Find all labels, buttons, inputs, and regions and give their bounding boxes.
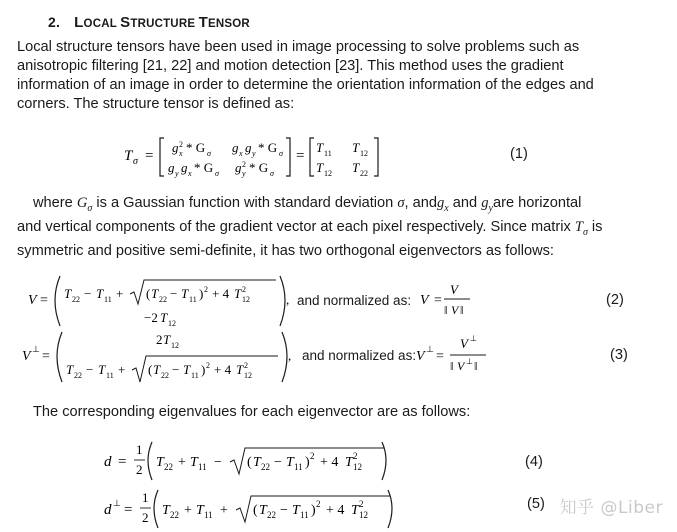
paragraph-text: where [33,195,77,211]
svg-text:T: T [236,362,244,377]
svg-text:V: V [22,349,31,364]
svg-text:12: 12 [244,371,252,380]
svg-text:−: − [214,455,222,470]
svg-text:V: V [451,303,459,317]
svg-text:): ) [199,286,204,301]
svg-text:11: 11 [324,149,332,158]
svg-text:T: T [234,286,242,301]
paragraph-text: and vertical components of the gradient vector at each pixel respectively. Since matrix [17,218,575,235]
svg-text:2: 2 [316,499,321,509]
svg-text:22: 22 [74,371,82,380]
svg-text:y: y [175,169,179,178]
section-title-part: ENSOR [207,18,250,30]
paragraph-line: symmetric and positive semi-definite, it has two orthogonal eigenvectors as follows: [17,242,554,259]
svg-text:2: 2 [142,510,149,525]
svg-text:2: 2 [353,451,358,461]
svg-text:⊥: ⊥ [113,498,121,508]
svg-text:T: T [286,455,294,470]
svg-text:12: 12 [171,341,179,350]
svg-text:11: 11 [106,371,114,380]
svg-text:+: + [118,362,126,377]
equation-number-2: (2) [606,292,624,308]
svg-text:‖: ‖ [474,359,478,373]
svg-text:−: − [274,455,282,470]
svg-text:+: + [178,455,186,470]
svg-text:,: , [286,292,290,307]
svg-text:* G: * G [258,140,278,155]
equation-number-4: (4) [525,454,543,470]
equation-3 [20,328,490,386]
svg-text:): ) [201,362,206,377]
equation-4 [100,436,400,484]
paragraph-line: The corresponding eigenvalues for each eigenvector are as follows: [33,404,471,420]
svg-text:−: − [280,503,288,518]
svg-text:+ 4: + 4 [326,503,345,518]
svg-text:12: 12 [168,319,176,328]
math-g-x: $g_x$ [437,195,449,214]
watermark: 知乎 @Liber [559,498,663,518]
equation-1 [118,130,398,182]
section-heading [48,14,250,31]
svg-text:12: 12 [360,149,368,158]
math-sigma: σ [397,195,405,211]
paragraph-line: information of an image in order to determine the orientation information of the edges and [17,77,594,93]
svg-text:+: + [184,503,192,518]
svg-text:(: ( [146,286,151,301]
svg-text:−: − [172,362,180,377]
svg-text:y: y [242,169,246,178]
svg-text:): ) [311,503,316,518]
svg-text:12: 12 [359,510,368,520]
svg-text:11: 11 [294,462,303,472]
svg-text:T: T [153,362,161,377]
svg-text:=: = [124,502,133,518]
svg-text:σ: σ [270,169,274,178]
svg-text:(: ( [247,455,252,470]
paragraph-text: , and [404,195,437,211]
svg-text:2: 2 [206,361,210,370]
paragraph-line: Local structure tensors have been used in image processing to solve problems such as [17,39,580,55]
svg-text:T: T [259,503,267,518]
svg-text:d: d [104,454,112,470]
eigenvalue-paragraph [33,403,655,422]
paragraph-line: anisotropic filtering [21, 22] and motion detection [23]. This method uses the gradient [17,58,564,74]
svg-text:g: g [172,140,179,155]
svg-text:11: 11 [191,371,199,380]
svg-text:2: 2 [310,451,315,461]
section-number: 2. [48,14,61,30]
svg-text:‖: ‖ [444,303,448,317]
svg-text:1: 1 [142,490,149,505]
svg-text:‖: ‖ [450,359,454,373]
section-title [74,14,250,30]
svg-text:T: T [292,503,300,518]
svg-text:,: , [288,348,292,363]
svg-text:12: 12 [242,295,250,304]
svg-text:22: 22 [164,462,173,472]
svg-text:2: 2 [244,361,248,370]
svg-text:T: T [64,286,72,301]
svg-text:T: T [96,286,104,301]
svg-text:=: = [40,293,48,308]
svg-text:2: 2 [179,140,183,149]
svg-text:=: = [42,349,50,364]
svg-text:V: V [460,336,468,351]
svg-text:x: x [188,169,192,178]
intro-paragraph [17,38,639,114]
svg-text:⊥: ⊥ [470,334,477,343]
svg-text:V: V [416,349,425,364]
svg-text:* G: * G [249,160,269,175]
paragraph-line: corners. The structure tensor is defined as: [17,96,295,112]
svg-text:11: 11 [300,510,309,520]
svg-text:1: 1 [136,442,143,457]
svg-text:T: T [316,140,324,155]
svg-text:2: 2 [136,462,143,477]
svg-text:g: g [232,140,239,155]
svg-text:T: T [156,455,164,470]
paragraph-text: is a Gaussian function with standard deviation [92,195,398,211]
svg-text:σ: σ [279,149,283,158]
svg-text:−: − [86,362,94,377]
svg-text:11: 11 [104,295,112,304]
svg-text:T: T [253,455,261,470]
svg-text:T: T [163,332,171,347]
svg-text:V: V [420,293,429,308]
equation-number-1: (1) [510,146,528,162]
svg-text:T: T [66,362,74,377]
svg-text:T: T [345,455,353,470]
svg-text:T: T [190,455,198,470]
svg-text:2: 2 [242,285,246,294]
svg-text:T: T [124,148,133,164]
svg-text:22: 22 [261,462,270,472]
svg-text:22: 22 [170,510,179,520]
svg-text:=: = [436,349,444,364]
section-title-part: T [198,14,208,31]
normalized-label-2: and normalized as: [297,293,412,308]
svg-text:T: T [151,286,159,301]
normalized-label-3: and normalized as: [302,348,417,363]
svg-text:2: 2 [242,160,246,169]
svg-text:2: 2 [359,499,364,509]
svg-text:‖: ‖ [460,303,464,317]
svg-text:* G: * G [194,160,214,175]
svg-text:g: g [235,160,242,175]
svg-text:V: V [450,282,458,297]
equation-2 [24,272,484,330]
svg-text:V: V [28,293,37,308]
svg-text:x: x [179,149,183,158]
svg-text:(: ( [148,362,153,377]
svg-text:y: y [252,149,256,158]
gaussian-paragraph [17,194,639,261]
svg-text:⊥: ⊥ [466,357,473,366]
svg-text:−: − [170,286,178,301]
section-title-part: TRUCTURE [130,18,199,30]
svg-text:2: 2 [156,332,163,347]
svg-text:=: = [145,148,154,164]
svg-text:2: 2 [204,285,208,294]
svg-text:T: T [162,503,170,518]
svg-text:x: x [239,149,243,158]
paragraph-text: are horizontal [492,195,582,211]
svg-text:+ 4: + 4 [320,455,339,470]
svg-text:+ 4: + 4 [212,286,230,301]
section-title-part: S [120,14,131,31]
section-title-part: L [74,14,84,31]
svg-text:11: 11 [198,462,207,472]
svg-text:T: T [351,503,359,518]
svg-text:T: T [352,140,360,155]
svg-text:T: T [98,362,106,377]
svg-text:⊥: ⊥ [426,344,434,354]
math-G-sigma: $G_\sigma$ [76,195,93,214]
svg-text:V: V [457,359,465,373]
equation-number-3: (3) [610,347,628,363]
svg-text:11: 11 [189,295,197,304]
svg-text:σ: σ [133,156,138,167]
svg-text:−: − [84,286,92,301]
svg-text:T: T [196,503,204,518]
paragraph-text: and [448,195,482,211]
svg-text:g: g [168,160,175,175]
svg-text:T: T [316,160,324,175]
svg-text:22: 22 [72,295,80,304]
svg-text:T: T [181,286,189,301]
svg-text:22: 22 [161,371,169,380]
equation-number-5: (5) [527,496,545,512]
math-T-sigma: $T_\sigma$ [574,218,588,238]
svg-text:11: 11 [204,510,213,520]
svg-text:T: T [183,362,191,377]
svg-text:* G: * G [186,140,206,155]
svg-text:): ) [305,455,310,470]
svg-text:=: = [434,293,442,308]
paragraph-text: is [587,218,603,235]
svg-text:22: 22 [360,169,368,178]
math-g-y: $g_y$ [481,195,493,214]
svg-text:(: ( [253,503,258,518]
section-title-part: OCAL [83,18,121,30]
svg-text:12: 12 [324,169,332,178]
equation-5 [100,484,400,532]
svg-text:=: = [296,148,305,164]
svg-text:d: d [104,502,112,518]
svg-text:⊥: ⊥ [32,344,40,354]
svg-text:T: T [160,310,168,325]
svg-text:−2: −2 [144,310,158,325]
svg-text:σ: σ [207,149,211,158]
svg-text:12: 12 [353,462,362,472]
svg-text:22: 22 [267,510,276,520]
svg-text:+: + [220,503,228,518]
svg-text:g: g [245,140,252,155]
svg-text:+: + [116,286,124,301]
svg-text:T: T [352,160,360,175]
svg-text:22: 22 [159,295,167,304]
svg-text:+ 4: + 4 [214,362,232,377]
svg-text:σ: σ [215,169,219,178]
svg-text:=: = [118,454,127,470]
svg-text:g: g [181,160,188,175]
